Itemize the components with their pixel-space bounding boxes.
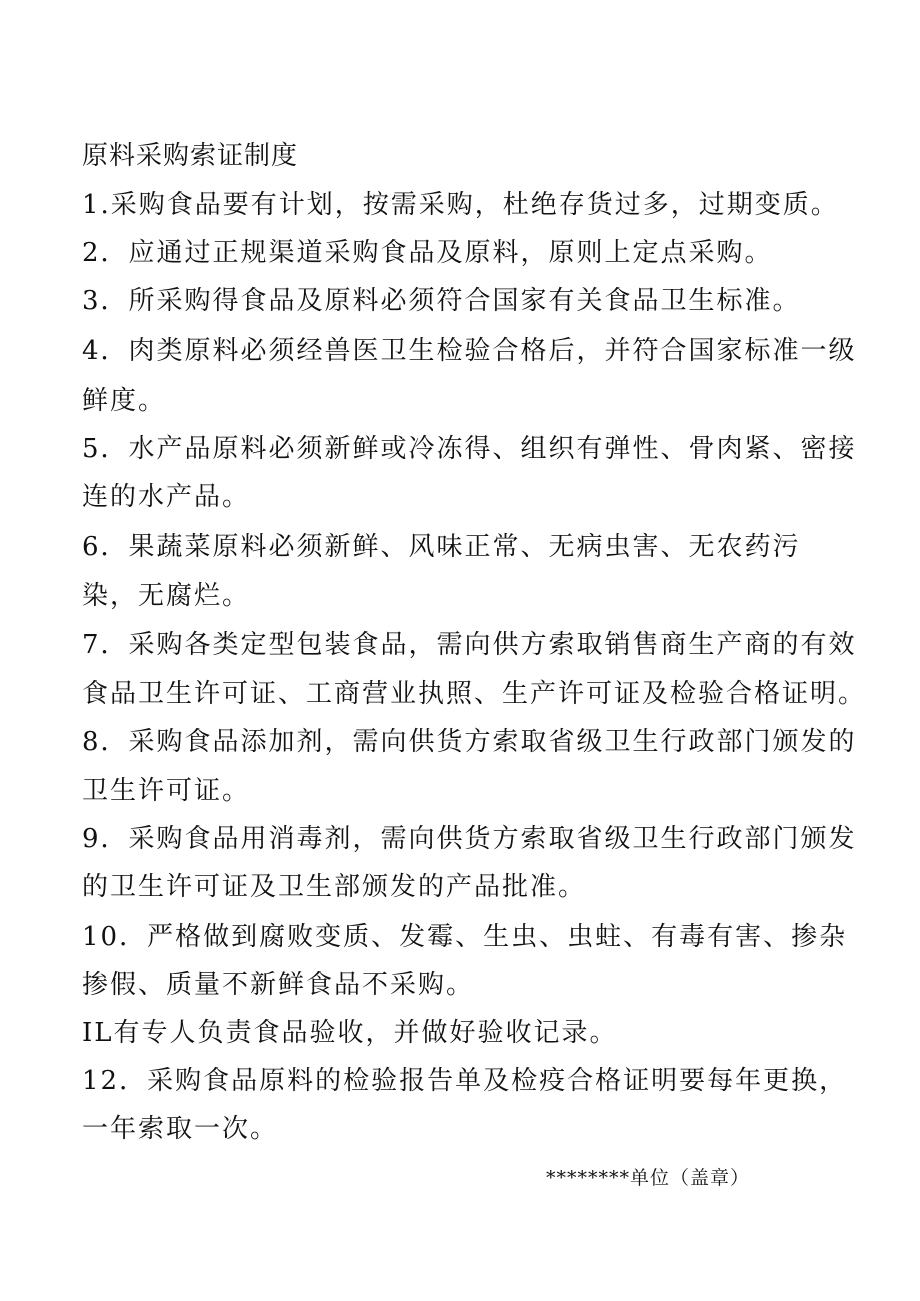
rule-line-1: 1.采购食品要有计划，按需采购，杜绝存货过多，过期变质。: [82, 190, 839, 220]
rule-line-7: 7．采购各类定型包装食品，需向供方索取销售商生产商的有效: [82, 630, 857, 660]
rule-line-9-cont: 的卫生许可证及卫生部颁发的产品批准。: [82, 872, 587, 902]
document-title: 原料采购索证制度: [82, 141, 299, 171]
rule-line-2: 2．应通过正规渠道采购食品及原料，原则上定点采购。: [82, 238, 773, 268]
rule-line-8-cont: 卫生许可证。: [82, 776, 251, 806]
rule-line-8: 8．采购食品添加剂，需向供货方索取省级卫生行政部门颁发的: [82, 727, 857, 757]
rule-line-11: IL有专人负责食品验收，并做好验收记录。: [82, 1018, 618, 1048]
rule-line-6-cont: 染，无腐烂。: [82, 581, 251, 611]
rule-line-4: 4．肉类原料必须经兽医卫生检验合格后，并符合国家标准一级: [82, 336, 857, 366]
unit-seal-signature: ********单位（盖章）: [546, 1167, 751, 1189]
rule-line-10: 10．严格做到腐败变质、发霉、生虫、虫蛀、有毒有害、掺杂: [82, 922, 848, 952]
rule-line-9: 9．采购食品用消毒剂，需向供货方索取省级卫生行政部门颁发: [82, 824, 857, 854]
rule-line-3: 3．所采购得食品及原料必须符合国家有关食品卫生标准。: [82, 286, 801, 316]
rule-line-10-cont: 掺假、质量不新鲜食品不采购。: [82, 970, 475, 1000]
rule-line-4-cont: 鲜度。: [82, 386, 167, 416]
rule-line-12-cont: 一年索取一次。: [82, 1114, 279, 1144]
rule-line-7-cont: 食品卫生许可证、工商营业执照、生产许可证及检验合格证明。: [82, 679, 867, 709]
rule-line-6: 6．果蔬菜原料必须新鲜、风味正常、无病虫害、无农药污: [82, 532, 801, 562]
rule-line-12: 12．采购食品原料的检验报告单及检疫合格证明要每年更换，: [82, 1066, 848, 1096]
rule-line-5: 5．水产品原料必须新鲜或冷冻得、组织有弹性、骨肉紧、密接: [82, 434, 857, 464]
rule-line-5-cont: 连的水产品。: [82, 482, 251, 512]
